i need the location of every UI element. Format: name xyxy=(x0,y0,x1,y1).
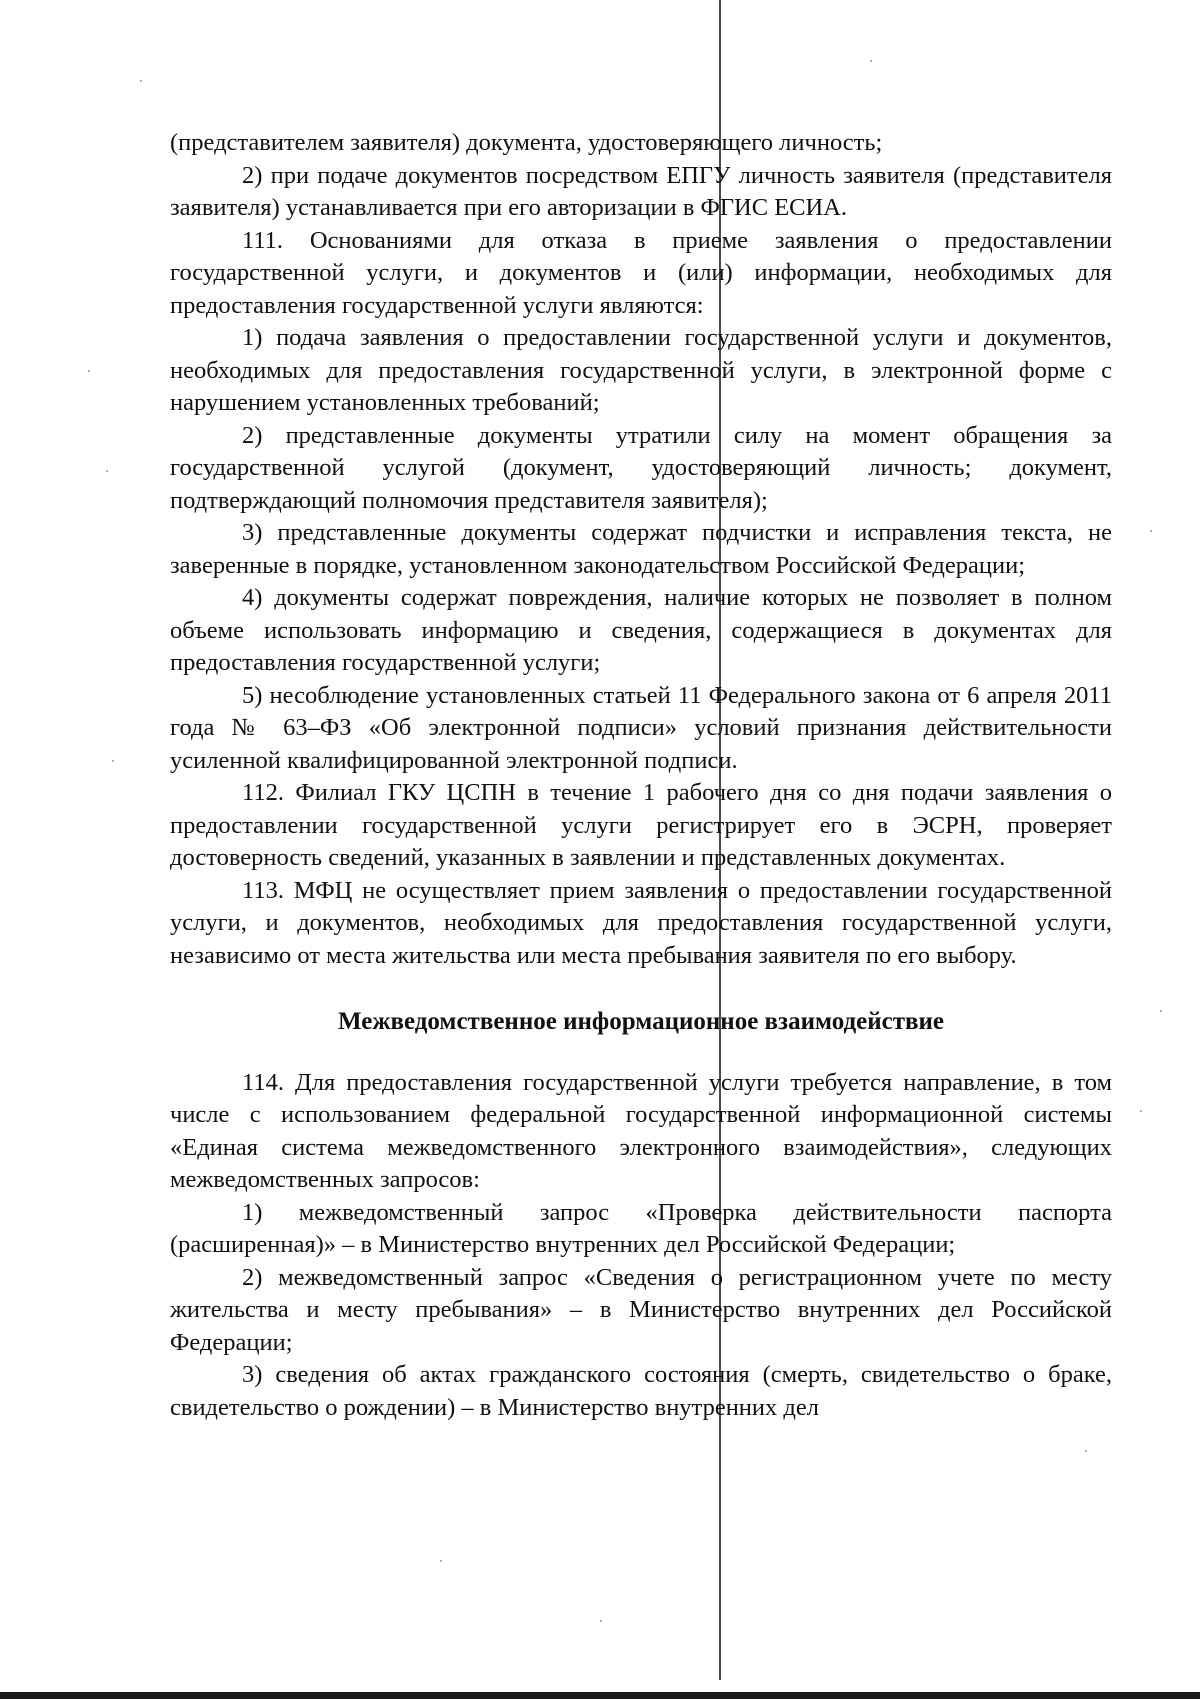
paragraph: 2) межведомственный запрос «Сведения о регистрационном учете по месту жительства и месту пребывания» – в Министерство внутренних дел Российской Федерации; xyxy=(170,1263,1112,1356)
paragraph-114: 114. Для предоставления государственной услуги требуется направление, в том числе с использованием федеральной государственной информационной системы «Единая система межведомственного электронного взаимодействия», следующих межведомственных запросов: xyxy=(170,1068,1112,1193)
paragraph: 1) межведомственный запрос «Проверка действительности паспорта (расширенная)» – в Министерство внутренних дел Российской Федерации; xyxy=(170,1198,1112,1258)
paragraph-continuation: (представителем заявителя) документа, удостоверяющего личность; xyxy=(170,129,883,156)
scan-speck xyxy=(140,80,142,82)
scan-speck xyxy=(106,470,108,472)
paragraph-112: 112. Филиал ГКУ ЦСПН в течение 1 рабочего дня со дня подачи заявления о предоставлении государственной услуги регистрирует его в ЭСРН, проверяет достоверность сведений, указанных в заявлении и представленных документах. xyxy=(170,779,1112,871)
scan-speck xyxy=(1160,1010,1162,1012)
scan-speck xyxy=(88,370,90,372)
paragraph-111: 111. Основаниями для отказа в приеме заявления о предоставлении государственной услуги, и документов и (или) информации, необходимых для предоставления государственной услуги являются: xyxy=(170,226,1112,319)
scan-speck xyxy=(112,760,114,762)
scan-speck xyxy=(1150,530,1152,532)
document-body xyxy=(170,127,1112,1424)
scan-speck xyxy=(600,1620,602,1622)
scan-speck xyxy=(870,60,872,62)
paragraph: 2) при подаче документов посредством ЕПГУ личность заявителя (представителя заявителя) устанавливается при его авторизации в ФГИС ЕСИА. xyxy=(170,161,1112,221)
section-heading: Межведомственное информационное взаимодействие xyxy=(338,1008,944,1035)
scan-speck xyxy=(440,1560,442,1562)
paragraph: 3) представленные документы содержат подчистки и исправления текста, не заверенные в порядке, установленном законодательством Российской Федерации; xyxy=(170,519,1112,579)
scan-speck xyxy=(1085,1450,1087,1452)
scan-bottom-edge xyxy=(0,1692,1200,1699)
paragraph: 3) сведения об актах гражданского состояния (смерть, свидетельство о браке, свидетельство о рождении) – в Министерство внутренних дел xyxy=(170,1361,1112,1421)
paragraph: 1) подача заявления о предоставлении государственной услуги и документов, необходимых для предоставления государственной услуги, в электронной форме с нарушением установленных требований; xyxy=(170,324,1112,416)
paragraph: 2) представленные документы утратили силу на момент обращения за государственной услугой (документ, удостоверяющий личность; документ, подтверждающий полномочия представителя заявителя); xyxy=(170,421,1112,514)
paragraph: 4) документы содержат повреждения, наличие которых не позволяет в полном объеме использовать информацию и сведения, содержащиеся в документах для предоставления государственной услуги; xyxy=(170,584,1112,676)
paragraph: 5) несоблюдение установленных статьей 11 Федерального закона от 6 апреля 2011 года № 63–ФЗ «Об электронной подписи» условий признания действительности усиленной квалифицированной электронной подписи. xyxy=(170,681,1112,774)
paragraph-113: 113. МФЦ не осуществляет прием заявления о предоставлении государственной услуги, и документов, необходимых для предоставления государственной услуги, независимо от места жительства или места пребывания заявителя по его выбору. xyxy=(170,876,1112,969)
scan-speck xyxy=(1140,1110,1142,1112)
